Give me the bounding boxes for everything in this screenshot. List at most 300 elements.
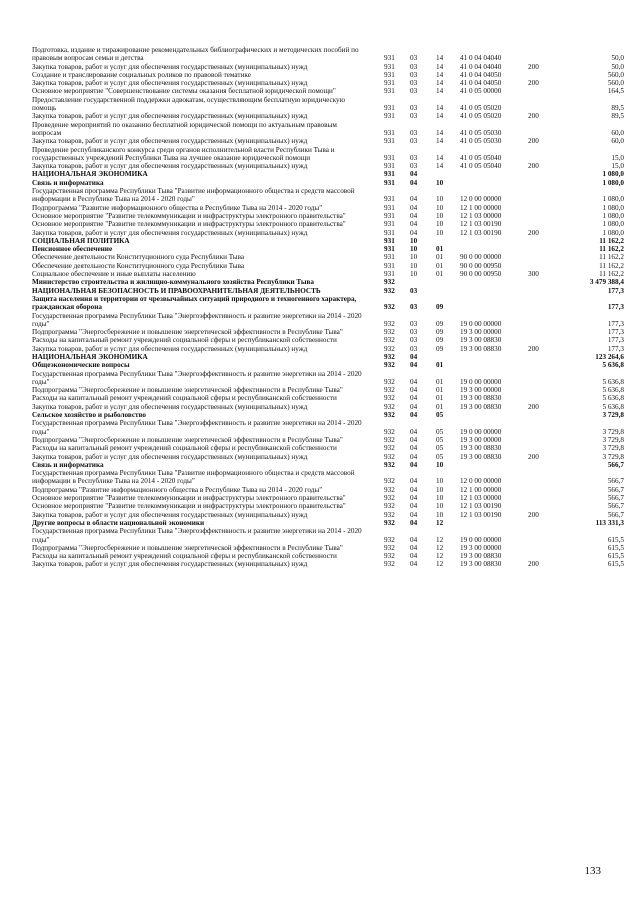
subsection-cell: 10 [436,477,444,486]
expense-type-cell: 200 [528,62,539,71]
code-cell: 931 [384,270,395,279]
amount-cell: 177,3 [607,303,624,312]
code-cell: 932 [384,386,395,395]
item-name: Закупка товаров, работ и услуг для обеспечения государственных (муниципальных) нужд [32,162,308,171]
subsection-cell: 09 [436,344,444,353]
section-cell: 03 [410,70,418,79]
item-name: Подпрограмма "Развитие информационного общества в Республике Тыва на 2014 - 2020 годы" [32,203,323,212]
subsection-cell: 09 [436,328,444,337]
section-cell: 03 [410,112,418,121]
item-name: Основное мероприятие "Развитие телекоммуникации и инфраструктуры электронного правительства" [32,502,346,511]
amount-cell: 11 162,2 [599,236,624,245]
amount-cell: 177,3 [607,328,624,337]
expense-type-cell: 200 [528,402,539,411]
table-row [32,204,628,212]
code-cell: 932 [384,477,395,486]
code-cell: 932 [384,352,395,361]
target-article-cell: 12 1 03 00000 [460,211,502,220]
amount-cell: 566,7 [607,485,624,494]
expense-type-cell: 200 [528,162,539,171]
target-article-cell: 19 3 00 08830 [460,560,502,569]
table-row [32,295,628,312]
table-row [32,444,628,452]
table-row [32,253,628,261]
code-cell: 932 [384,452,395,461]
expense-type-cell: 200 [528,344,539,353]
table-row [32,345,628,353]
table-row [32,63,628,71]
item-name: Подпрограмма "Энергосбережение и повышение энергетической эффективности в Республике Тыва" [32,543,343,552]
subsection-cell: 01 [436,386,444,395]
target-article-cell: 19 3 00 08830 [460,552,502,561]
item-name: Подпрограмма "Энергосбережение и повышение энергетической эффективности в Республике Тыва" [32,435,343,444]
section-cell: 04 [410,427,418,436]
code-cell: 932 [384,394,395,403]
item-name: Основное мероприятие "Развитие телекоммуникации и инфраструктуры электронного правительства" [32,220,346,229]
expense-type-cell: 200 [528,112,539,121]
section-cell: 03 [410,162,418,171]
amount-cell: 1 080,0 [602,211,624,220]
amount-cell: 50,0 [611,62,624,71]
item-name: Проведение мероприятий по оказанию бесплатной юридической помощи по актуальным правовым вопросам [32,120,337,137]
target-article-cell: 41 0 04 04050 [460,79,502,88]
amount-cell: 164,5 [607,87,624,96]
section-cell: 04 [410,510,418,519]
amount-cell: 11 162,2 [599,261,624,270]
section-cell: 04 [410,477,418,486]
code-cell: 932 [384,411,395,420]
table-row [32,245,628,253]
budget-table [32,46,628,569]
section-cell: 04 [410,460,418,469]
amount-cell: 177,3 [607,344,624,353]
expense-type-cell: 200 [528,228,539,237]
section-cell: 10 [410,253,418,262]
subsection-cell: 14 [436,70,444,79]
target-article-cell: 41 0 05 05020 [460,112,502,121]
item-name: Подпрограмма "Энергосбережение и повышение энергетической эффективности в Республике Тыва" [32,328,343,337]
amount-cell: 1 080,0 [602,203,624,212]
amount-cell: 3 729,8 [602,427,624,436]
amount-cell: 89,5 [611,104,624,113]
section-cell: 03 [410,87,418,96]
section-cell: 04 [410,452,418,461]
section-cell: 03 [410,79,418,88]
code-cell: 932 [384,344,395,353]
table-row [32,71,628,79]
amount-cell: 615,5 [607,543,624,552]
subsection-cell: 01 [436,253,444,262]
code-cell: 931 [384,137,395,146]
code-cell: 932 [384,494,395,503]
item-name: Государственная программа Республики Тыва "Развитие информационного общества и средств массовой информации в Республике Тыва на 2014 - 2020 годы" [32,187,355,204]
subsection-cell: 12 [436,560,444,569]
item-name: НАЦИОНАЛЬНАЯ БЕЗОПАСНОСТЬ И ПРАВООХРАНИТЕЛЬНАЯ ДЕЯТЕЛЬНОСТЬ [32,286,321,295]
section-cell: 03 [410,153,418,162]
section-cell: 04 [410,444,418,453]
item-name: Проведение республиканского конкурса среди органов исполнительной власти Республики Тыва и государственных учреждений Республики Тыва на лучшее оказание юридической помощи [32,145,335,162]
table-row [32,46,628,63]
target-article-cell: 19 3 00 08830 [460,344,502,353]
code-cell: 931 [384,87,395,96]
item-name: Основное мероприятие "Развитие телекоммуникации и инфраструктуры электронного правительства" [32,211,346,220]
amount-cell: 60,0 [611,128,624,137]
amount-cell: 3 729,8 [602,411,624,420]
section-cell: 03 [410,319,418,328]
subsection-cell: 10 [436,485,444,494]
item-name: Государственная программа Республики Тыва "Развитие информационного общества и средств массовой информации в Республике Тыва на 2014 - 2020 годы" [32,469,355,486]
target-article-cell: 12 1 00 00000 [460,203,502,212]
target-article-cell: 12 1 03 00190 [460,502,502,511]
table-row [32,511,628,519]
subsection-cell: 10 [436,460,444,469]
table-row [32,146,628,163]
code-cell: 932 [384,303,395,312]
section-cell: 04 [410,518,418,527]
table-row [32,112,628,120]
amount-cell: 11 162,2 [599,270,624,279]
table-row [32,270,628,278]
amount-cell: 1 080,0 [602,228,624,237]
code-cell: 931 [384,79,395,88]
amount-cell: 11 162,2 [599,245,624,254]
table-row [32,96,628,113]
subsection-cell: 10 [436,228,444,237]
item-name: Обеспечение деятельности Конституционного суда Республики Тыва [32,253,245,262]
item-name: Основное мероприятие "Совершенствование системы оказания бесплатной юридической помощи" [32,87,336,96]
target-article-cell: 41 0 05 00000 [460,87,502,96]
subsection-cell: 14 [436,137,444,146]
item-name: Закупка товаров, работ и услуг для обеспечения государственных (муниципальных) нужд [32,137,308,146]
code-cell: 931 [384,178,395,187]
section-cell: 04 [410,211,418,220]
section-cell: 04 [410,543,418,552]
amount-cell: 89,5 [611,112,624,121]
subsection-cell: 14 [436,62,444,71]
target-article-cell: 19 0 00 00000 [460,535,502,544]
item-name: Предоставление государственной поддержки адвокатам, осуществляющим бесплатную юридическую помощь [32,95,345,113]
expense-type-cell: 300 [528,270,539,279]
target-article-cell: 41 0 05 05030 [460,137,502,146]
subsection-cell: 05 [436,444,444,453]
section-cell: 03 [410,336,418,345]
code-cell: 931 [384,54,395,63]
table-row [32,494,628,502]
code-cell: 931 [384,104,395,113]
code-cell: 932 [384,377,395,386]
section-cell: 03 [410,62,418,71]
subsection-cell: 12 [436,552,444,561]
expense-type-cell: 200 [528,452,539,461]
item-name: Расходы на капитальный ремонт учреждений социальной сферы и республиканской собственности [32,444,337,453]
amount-cell: 1 080,0 [602,195,624,204]
table-row [32,187,628,204]
section-cell: 04 [410,228,418,237]
code-cell: 932 [384,278,395,287]
item-name: Расходы на капитальный ремонт учреждений социальной сферы и республиканской собственности [32,552,337,561]
expense-type-cell: 200 [528,560,539,569]
amount-cell: 3 729,8 [602,444,624,453]
table-row [32,287,628,295]
table-row [32,436,628,444]
subsection-cell: 01 [436,402,444,411]
table-row [32,229,628,237]
table-row [32,552,628,560]
code-cell: 932 [384,427,395,436]
item-name: Обеспечение деятельности Конституционного суда Республики Тыва [32,261,245,270]
target-article-cell: 90 0 00 00950 [460,270,502,279]
amount-cell: 615,5 [607,560,624,569]
table-row [32,79,628,87]
table-row [32,411,628,419]
item-name: СОЦИАЛЬНАЯ ПОЛИТИКА [32,236,130,245]
target-article-cell: 19 3 00 00000 [460,435,502,444]
table-row [32,328,628,336]
subsection-cell: 14 [436,112,444,121]
amount-cell: 3 729,8 [602,435,624,444]
item-name: Расходы на капитальный ремонт учреждений социальной сферы и республиканской собственности [32,394,337,403]
table-row [32,262,628,270]
section-cell: 04 [410,402,418,411]
target-article-cell: 19 3 00 08830 [460,452,502,461]
code-cell: 932 [384,560,395,569]
amount-cell: 5 636,8 [602,394,624,403]
table-row [32,87,628,95]
subsection-cell: 10 [436,195,444,204]
code-cell: 931 [384,236,395,245]
item-name: Подпрограмма "Развитие информационного общества в Республике Тыва на 2014 - 2020 годы" [32,485,323,494]
code-cell: 932 [384,510,395,519]
target-article-cell: 19 0 00 00000 [460,319,502,328]
target-article-cell: 41 0 04 04040 [460,54,502,63]
section-cell: 04 [410,352,418,361]
section-cell: 04 [410,170,418,179]
target-article-cell: 12 1 03 00190 [460,228,502,237]
subsection-cell: 10 [436,502,444,511]
item-name: Подпрограмма "Энергосбережение и повышение энергетической эффективности в Республике Тыва" [32,386,343,395]
item-name: Социальное обеспечение и иные выплаты населению [32,270,196,279]
amount-cell: 566,7 [607,502,624,511]
table-row [32,370,628,387]
subsection-cell: 14 [436,162,444,171]
target-article-cell: 41 0 05 05020 [460,104,502,113]
target-article-cell: 19 0 00 00000 [460,427,502,436]
subsection-cell: 10 [436,178,444,187]
code-cell: 931 [384,220,395,229]
item-name: Закупка товаров, работ и услуг для обеспечения государственных (муниципальных) нужд [32,62,308,71]
section-cell: 04 [410,195,418,204]
target-article-cell: 90 0 00 00950 [460,261,502,270]
target-article-cell: 19 3 00 00000 [460,386,502,395]
amount-cell: 566,7 [607,510,624,519]
code-cell: 931 [384,195,395,204]
section-cell: 04 [410,377,418,386]
target-article-cell: 41 0 04 04040 [460,62,502,71]
subsection-cell: 12 [436,535,444,544]
code-cell: 932 [384,444,395,453]
section-cell: 04 [410,502,418,511]
section-cell: 04 [410,435,418,444]
subsection-cell: 14 [436,104,444,113]
section-cell: 03 [410,286,418,295]
subsection-cell: 10 [436,203,444,212]
item-name: Связь и информатика [32,460,104,469]
amount-cell: 5 636,8 [602,386,624,395]
subsection-cell: 01 [436,394,444,403]
subsection-cell: 10 [436,494,444,503]
table-row [32,336,628,344]
item-name: Защита населения и территории от чрезвычайных ситуаций природного и техногенного характера, гражданская оборона [32,294,357,312]
code-cell: 932 [384,319,395,328]
section-cell: 03 [410,303,418,312]
expense-type-cell: 200 [528,510,539,519]
target-article-cell: 12 0 00 00000 [460,477,502,486]
section-cell: 04 [410,485,418,494]
expense-type-cell: 200 [528,137,539,146]
target-article-cell: 12 1 00 00000 [460,485,502,494]
table-row [32,469,628,486]
subsection-cell: 10 [436,220,444,229]
amount-cell: 3 479 388,4 [589,278,624,287]
target-article-cell: 12 1 03 00000 [460,494,502,503]
table-row [32,419,628,436]
code-cell: 932 [384,518,395,527]
item-name: Закупка товаров, работ и услуг для обеспечения государственных (муниципальных) нужд [32,344,308,353]
section-cell: 03 [410,54,418,63]
item-name: Закупка товаров, работ и услуг для обеспечения государственных (муниципальных) нужд [32,402,308,411]
table-row [32,502,628,510]
amount-cell: 11 162,2 [599,253,624,262]
target-article-cell: 41 0 05 05040 [460,153,502,162]
item-name: Государственная программа Республики Тыва "Энергоэффективность и развитие энергетики на 2014 - 2020 годы" [32,419,362,436]
amount-cell: 177,3 [607,319,624,328]
item-name: Министерство строительства и жилищно-коммунального хозяйства Республики Тыва [32,278,314,287]
amount-cell: 5 636,8 [602,361,624,370]
code-cell: 931 [384,128,395,137]
item-name: Сельское хозяйство и рыболовство [32,411,147,420]
amount-cell: 113 331,3 [595,518,624,527]
subsection-cell: 12 [436,543,444,552]
section-cell: 04 [410,220,418,229]
code-cell: 931 [384,245,395,254]
code-cell: 932 [384,435,395,444]
code-cell: 932 [384,328,395,337]
subsection-cell: 01 [436,270,444,279]
subsection-cell: 14 [436,54,444,63]
item-name: Закупка товаров, работ и услуг для обеспечения государственных (муниципальных) нужд [32,79,308,88]
target-article-cell: 19 3 00 08830 [460,336,502,345]
code-cell: 932 [384,336,395,345]
code-cell: 932 [384,485,395,494]
amount-cell: 177,3 [607,336,624,345]
table-row [32,560,628,568]
amount-cell: 60,0 [611,137,624,146]
subsection-cell: 01 [436,361,444,370]
code-cell: 931 [384,70,395,79]
amount-cell: 177,3 [607,286,624,295]
target-article-cell: 19 3 00 00000 [460,543,502,552]
amount-cell: 615,5 [607,535,624,544]
table-row [32,179,628,187]
target-article-cell: 19 3 00 08830 [460,444,502,453]
code-cell: 932 [384,502,395,511]
target-article-cell: 90 0 00 00000 [460,253,502,262]
expense-type-cell: 200 [528,79,539,88]
table-row [32,121,628,138]
section-cell: 04 [410,552,418,561]
target-article-cell: 12 1 03 00190 [460,510,502,519]
table-row [32,361,628,369]
code-cell: 932 [384,402,395,411]
target-article-cell: 41 0 04 04050 [460,70,502,79]
item-name: Государственная программа Республики Тыва "Энергоэффективность и развитие энергетики на 2014 - 2020 годы" [32,311,362,328]
amount-cell: 615,5 [607,552,624,561]
table-row [32,386,628,394]
target-article-cell: 41 0 05 05040 [460,162,502,171]
amount-cell: 50,0 [611,54,624,63]
subsection-cell: 01 [436,261,444,270]
section-cell: 04 [410,394,418,403]
item-name: Основное мероприятие "Развитие телекоммуникации и инфраструктуры электронного правительства" [32,494,346,503]
amount-cell: 15,0 [611,162,624,171]
amount-cell: 566,7 [607,460,624,469]
code-cell: 931 [384,203,395,212]
table-row [32,403,628,411]
table-row [32,312,628,329]
subsection-cell: 05 [436,435,444,444]
item-name: Закупка товаров, работ и услуг для обеспечения государственных (муниципальных) нужд [32,228,308,237]
code-cell: 931 [384,162,395,171]
section-cell: 03 [410,128,418,137]
section-cell: 04 [410,535,418,544]
code-cell: 932 [384,286,395,295]
subsection-cell: 09 [436,303,444,312]
page-number: 133 [584,865,601,877]
item-name: Закупка товаров, работ и услуг для обеспечения государственных (муниципальных) нужд [32,452,308,461]
target-article-cell: 19 3 00 08830 [460,402,502,411]
subsection-cell: 09 [436,336,444,345]
item-name: Закупка товаров, работ и услуг для обеспечения государственных (муниципальных) нужд [32,510,308,519]
amount-cell: 5 636,8 [602,377,624,386]
amount-cell: 566,7 [607,494,624,503]
item-name: Общеэкономические вопросы [32,361,130,370]
target-article-cell: 12 1 03 00190 [460,220,502,229]
code-cell: 932 [384,535,395,544]
section-cell: 04 [410,494,418,503]
target-article-cell: 12 0 00 00000 [460,195,502,204]
item-name: Связь и информатика [32,178,104,187]
section-cell: 10 [410,261,418,270]
subsection-cell: 05 [436,452,444,461]
code-cell: 931 [384,153,395,162]
code-cell: 932 [384,361,395,370]
code-cell: 931 [384,62,395,71]
table-row [32,237,628,245]
section-cell: 03 [410,328,418,337]
section-cell: 10 [410,270,418,279]
item-name: Закупка товаров, работ и услуг для обеспечения государственных (муниципальных) нужд [32,560,308,569]
subsection-cell: 10 [436,211,444,220]
amount-cell: 1 080,0 [602,170,624,179]
table-row [32,137,628,145]
table-row [32,278,628,286]
section-cell: 03 [410,137,418,146]
amount-cell: 3 729,8 [602,452,624,461]
subsection-cell: 01 [436,377,444,386]
table-row [32,461,628,469]
section-cell: 03 [410,104,418,113]
code-cell: 931 [384,112,395,121]
